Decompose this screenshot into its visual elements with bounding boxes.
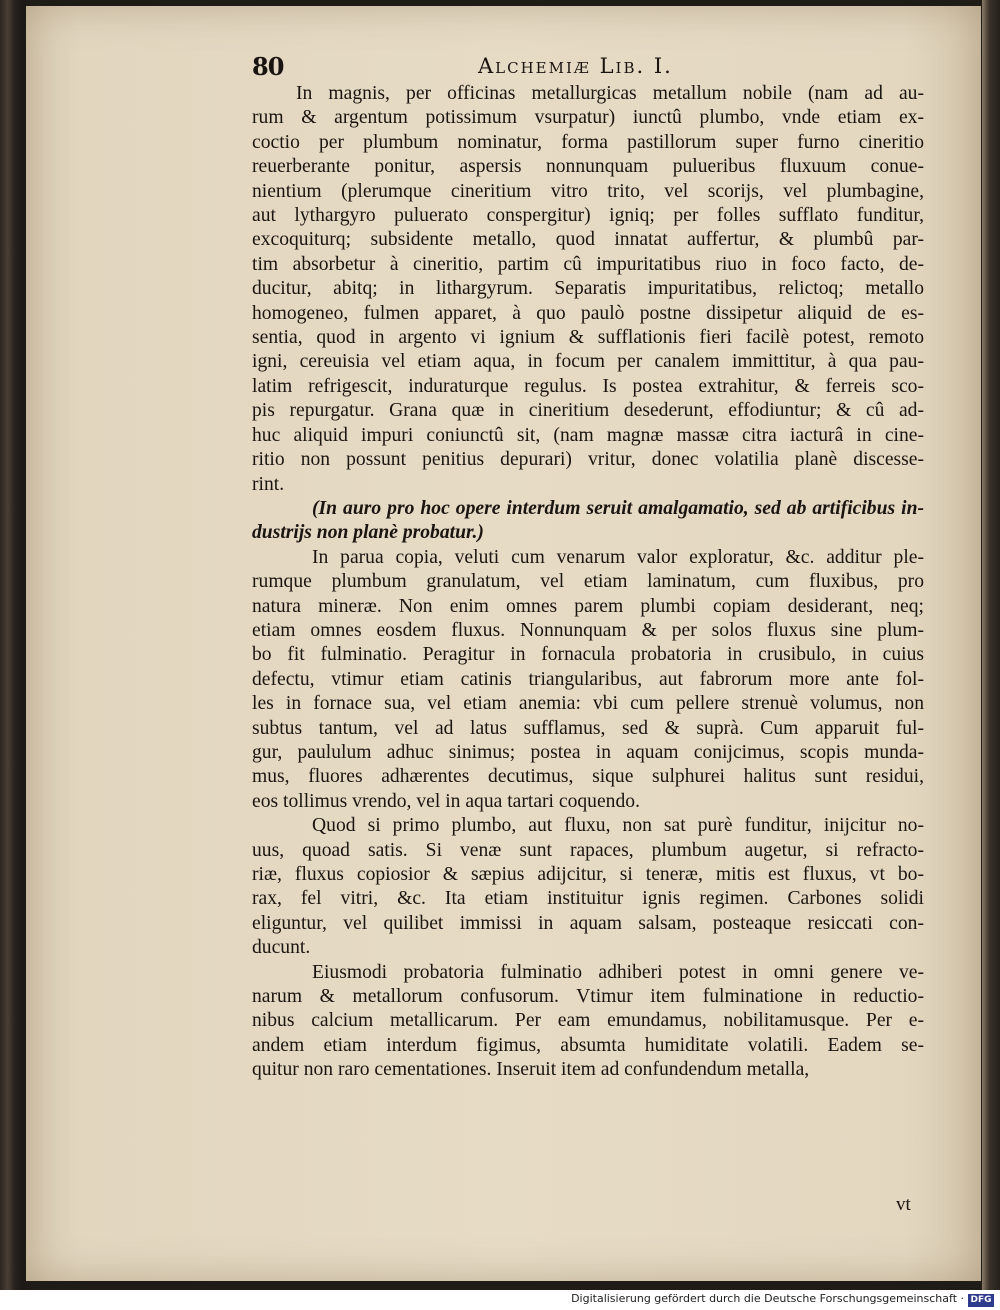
text-line: (In auro pro hoc opere interdum seruit amalgamatio, sed ab artificibus in- [312, 497, 924, 519]
text-line: les in fornace sua, vel etiam anemia: vbi cum pellere strenuè volumus, non [252, 693, 924, 715]
paragraph [252, 961, 924, 1083]
text-line: ducunt. [252, 937, 311, 959]
text-line: excoquiturq; subsidente metallo, quod innatat auffertur, & plumbû par- [252, 229, 924, 251]
running-title: Alchemiæ Lib. I. [478, 54, 673, 78]
text-line: Eiusmodi probatoria fulminatio adhiberi potest in omni genere ve- [312, 961, 924, 983]
page-header [252, 52, 932, 86]
text-line: andem etiam interdum figimus, absumta humiditate volatili. Eadem se- [252, 1034, 924, 1056]
text-line: latim refrigescit, induraturque regulus. Is postea extrahitur, & ferreis sco- [252, 375, 924, 397]
italic-paragraph [252, 497, 924, 546]
text-line: eos tollimus vrendo, vel in aqua tartari coquendo. [252, 790, 640, 812]
text-line: defectu, vtimur etiam catinis triangularibus, aut fabrorum more ante fol- [252, 668, 924, 690]
text-line: ducitur, abitq; in lithargyrum. Separatis impuritatibus, relictoq; metallo [252, 278, 924, 300]
text-line: quitur non raro cementationes. Inseruit item ad confundendum metalla, [252, 1059, 810, 1081]
text-line: In magnis, per officinas metallurgicas metallum nobile (nam ad au- [296, 83, 924, 104]
text-line: rint. [252, 473, 285, 495]
paragraph [252, 546, 924, 814]
page-number: 80 [252, 52, 284, 81]
paragraph [252, 814, 924, 960]
text-line: aut lythargyro puluerato conspergitur) igniq; per folles sufflato funditur, [252, 205, 924, 227]
text-line: mus, fluores adhærentes decutimus, sique sulphurei halitus sunt residui, [252, 766, 924, 788]
catchword: vt [896, 1194, 911, 1215]
body-text [252, 82, 924, 1083]
text-line: sentia, quod in argento vi ignium & sufflationis fieri facilè potest, remoto [252, 327, 924, 349]
text-line: reuerberante ponitur, aspersis nonnunquam pulueribus fluxuum conue- [252, 156, 924, 178]
text-line: igni, cereuisia vel etiam aqua, in focum per canalem immittitur, à qua pau- [252, 351, 924, 373]
text-line: tim absorbetur à cineritio, partim cû impuritatibus riuo in foco facto, de- [252, 253, 924, 275]
text-line: gur, paululum adhuc sinimus; postea in aquam conijcimus, scopis munda- [252, 741, 924, 763]
text-line: rumque plumbum granulatum, vel etiam laminatum, cum fluxibus, pro [252, 571, 924, 593]
text-line: In parua copia, veluti cum venarum valor exploratur, &c. additur ple- [312, 546, 924, 568]
paragraph [252, 82, 924, 497]
page-edge [982, 0, 1000, 1290]
text-line: eliguntur, vel quilibet immissi in aquam salsam, posteaque resiccati con- [252, 912, 924, 934]
text-line: dustrijs non planè probatur.) [252, 522, 484, 544]
text-line: bo fit fulminatio. Peragitur in fornacula probatoria in crusibulo, in cuius [252, 644, 924, 666]
text-line: etiam omnes eosdem fluxus. Nonnunquam & per solos fluxus sine plum- [252, 619, 924, 641]
text-line: Quod si primo plumbo, aut fluxu, non sat purè funditur, inijcitur no- [312, 815, 924, 837]
text-line: natura mineræ. Non enim omnes parem plumbi copiam desiderant, neq; [252, 595, 924, 617]
footer-credit: Digitalisierung gefördert durch die Deutsche Forschungsgemeinschaft · [571, 1292, 964, 1305]
text-line: huc aliquid impuri coniunctû sit, (nam magnæ massæ citra iacturâ in cine- [252, 424, 924, 446]
text-line: narum & metallorum confusorum. Vtimur item fulminatione in reductio- [252, 986, 924, 1008]
text-line: uus, quoad satis. Si venæ sunt rapaces, plumbum augetur, si refracto- [252, 839, 924, 861]
text-line: ritio non possunt penitius depurari) vritur, donec volatilia planè discesse- [252, 449, 924, 471]
text-line: rax, fel vitri, &c. Ita etiam instituitur ignis regimen. Carbones solidi [252, 888, 924, 910]
text-line: pis repurgatur. Grana quæ in cineritium desederunt, effodiuntur; & cû ad- [252, 400, 924, 422]
text-line: subtus tantum, vel ad latus sufflamus, sed & suprà. Cum apparuit ful- [252, 717, 924, 739]
text-line: homogeneo, fulmen apparet, à quo paulò postne dissipetur aliquid de es- [252, 302, 924, 324]
text-line: coctio per plumbum nominatur, forma pastillorum super furno cineritio [252, 131, 924, 153]
text-line: riæ, fluxus copiosior & sæpius adijcitur, si teneræ, mitis est fluxus, vt bo- [252, 864, 924, 885]
dfg-logo: DFG [968, 1294, 994, 1307]
text-line: rum & argentum potissimum vsurpatur) iunctû plumbo, vnde etiam ex- [252, 107, 924, 129]
text-line: nibus calcium metallicarum. Per eam emundamus, nobilitamusque. Per e- [252, 1010, 924, 1032]
text-line: nientium (plerumque cineritium vitro trito, vel scorijs, vel plumbagine, [252, 180, 924, 202]
